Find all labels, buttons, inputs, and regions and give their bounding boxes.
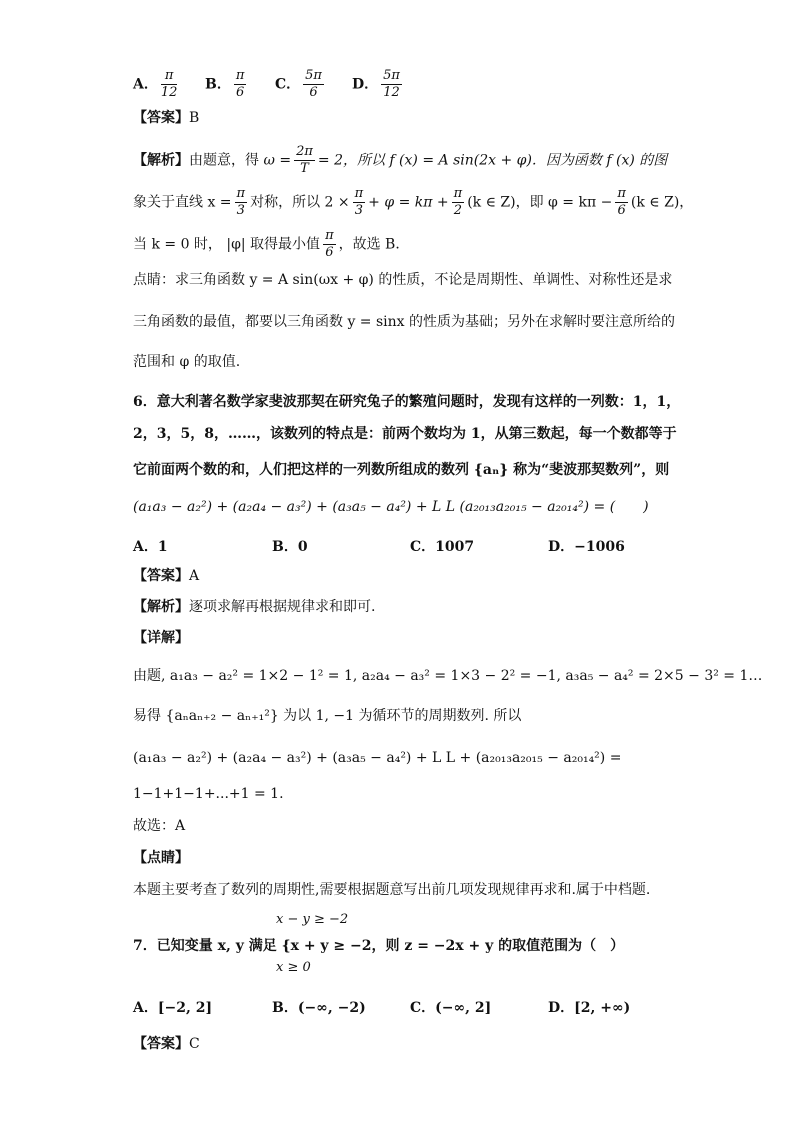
q5-tip-line-3: 范围和 φ 的取值.	[133, 354, 241, 370]
denominator: 6	[235, 85, 245, 100]
fraction	[615, 186, 628, 219]
denominator: T	[300, 161, 309, 176]
math: + φ = kπ +	[368, 194, 449, 211]
denominator: 6	[617, 203, 626, 218]
q6-stem-line-3: 它前面两个数的和，人们把这样的一列数所组成的数列 {aₙ} 称为“斐波那契数列”，则	[133, 462, 670, 478]
text: 由题意，得	[189, 152, 259, 169]
numerator: 5π	[383, 68, 400, 83]
fraction	[323, 228, 336, 261]
q6-choose: 故选：A	[133, 818, 186, 834]
fraction	[452, 186, 465, 219]
denominator: 6	[309, 85, 318, 100]
q5-option-d	[352, 68, 405, 101]
answer-value: A	[189, 568, 200, 584]
analysis-tag: 【解析】	[133, 152, 189, 169]
q7-answer	[133, 1034, 200, 1054]
q5-option-c-fraction	[303, 68, 324, 101]
answer-value: B	[189, 110, 200, 126]
answer-value: C	[189, 1036, 200, 1052]
denominator: 3	[354, 203, 364, 218]
text: 象关于直线 x =	[133, 194, 232, 211]
q5-option-b	[205, 68, 249, 101]
denominator: 12	[383, 85, 400, 100]
numerator: 2π	[296, 144, 313, 159]
q5-analysis-line-3	[133, 228, 409, 261]
q7-option-b: B．(−∞, −2)	[272, 1000, 366, 1016]
numerator: π	[617, 186, 626, 201]
q6-option-d: D．−1006	[548, 539, 625, 555]
q5-option-d-label: D．	[352, 76, 379, 93]
numerator: π	[453, 186, 463, 201]
q6-option-a: A．1	[133, 539, 168, 555]
analysis-tag: 【解析】	[133, 599, 189, 615]
q5-option-c	[275, 68, 327, 101]
fraction	[294, 144, 315, 177]
text: 对称，所以 2 ×	[250, 194, 350, 211]
analysis-text: 逐项求解再根据规律求和即可.	[189, 599, 376, 615]
q5-option-a-label: A．	[133, 76, 158, 93]
q6-option-c: C．1007	[410, 539, 475, 555]
q5-tip-line-2: 三角函数的最值，都要以三角函数 y = sinx 的性质为基础；另外在求解时要注意所给的	[133, 314, 676, 330]
q6-tip: 本题主要考查了数列的周期性,需要根据题意写出前几项发现规律再求和.属于中档题.	[133, 882, 651, 898]
q7-option-c: C．(−∞, 2]	[410, 1000, 492, 1016]
q6-detail-line-3: (a₁a₃ − a₂²) + (a₂a₄ − a₃²) + (a₃a₅ − a₄²) + L L + (a₂₀₁₃a₂₀₁₅ − a₂₀₁₄²) =	[133, 750, 622, 766]
answer-tag: 【答案】	[133, 1036, 189, 1052]
fraction	[235, 186, 248, 219]
q7-constraint-1: x − y ≥ −2	[276, 912, 349, 927]
q7-option-a: A．[−2, 2]	[133, 1000, 213, 1016]
text: 当 k = 0 时，	[133, 236, 222, 253]
denominator: 6	[325, 245, 334, 260]
numerator: π	[354, 186, 364, 201]
q5-option-a	[133, 68, 180, 101]
math: ω =	[263, 152, 292, 169]
q5-option-c-label: C．	[275, 76, 301, 93]
text: (k ∈ Z)，	[630, 194, 694, 211]
numerator: π	[235, 68, 245, 83]
denominator: 12	[160, 85, 178, 100]
q5-option-b-label: B．	[205, 76, 231, 93]
q6-stem-line-1: 6．意大利著名数学家斐波那契在研究兔子的繁殖问题时，发现有这样的一列数：1，1，	[133, 394, 681, 410]
q6-detail-line-1: 由题, a₁a₃ − a₂² = 1×2 − 1² = 1, a₂a₄ − a₃² = 1×3 − 2² = −1, a₃a₅ − a₄² = 2×5 − 3² = 1…	[133, 668, 763, 684]
q5-analysis-line-2	[133, 186, 693, 219]
q5-option-b-fraction	[234, 68, 247, 101]
q5-tip-line-1: 点睛：求三角函数 y = A sin(ωx + φ) 的性质，不论是周期性、单调性、对称性还是求	[133, 272, 673, 288]
q5-option-d-fraction	[381, 68, 402, 101]
numerator: 5π	[305, 68, 322, 83]
q5-option-a-fraction	[161, 68, 178, 101]
q6-detail-line-4: 1−1+1−1+...+1 = 1.	[133, 786, 284, 802]
q7-constraint-3: x ≥ 0	[276, 960, 311, 975]
q5-analysis-line-1	[133, 144, 667, 177]
q6-option-b: B．0	[272, 539, 308, 555]
numerator: π	[161, 68, 178, 85]
q6-analysis	[133, 597, 375, 617]
q6-answer	[133, 566, 199, 586]
denominator: 2	[453, 203, 463, 218]
q6-detail-line-2: 易得 {aₙaₙ₊₂ − aₙ₊₁²} 为以 1, −1 为循环节的周期数列. 所以	[133, 708, 522, 724]
q6-stem-line-2: 2，3，5，8，……，该数列的特点是：前两个数均为 1，从第三数起，每一个数都等于	[133, 426, 677, 442]
q6-tip-tag: 【点睛】	[133, 850, 189, 866]
q7-stem: 7．已知变量 x, y 满足 {x + y ≥ −2，则 z = −2x + y 的取值范围为（ ）	[133, 938, 625, 954]
text: |φ| 取得最小值	[226, 236, 321, 253]
fraction	[353, 186, 366, 219]
math: = 2，所以 f (x) = A sin(2x + φ)．因为函数 f (x) 的图	[317, 152, 668, 169]
text: (k ∈ Z)，即 φ = kπ −	[467, 194, 613, 211]
q6-expression: (a₁a₃ − a₂²) + (a₂a₄ − a₃²) + (a₃a₅ − a₄²) + L L (a₂₀₁₃a₂₀₁₅ − a₂₀₁₄²) = ( )	[133, 499, 649, 515]
q7-option-d: D．[2, +∞)	[548, 1000, 631, 1016]
numerator: π	[236, 186, 246, 201]
text: ，故选 B．	[338, 236, 410, 253]
answer-tag: 【答案】	[133, 568, 189, 584]
denominator: 3	[236, 203, 245, 218]
q6-detail-tag: 【详解】	[133, 630, 189, 646]
q5-answer	[133, 108, 199, 128]
answer-tag: 【答案】	[133, 110, 189, 126]
numerator: π	[325, 228, 334, 243]
